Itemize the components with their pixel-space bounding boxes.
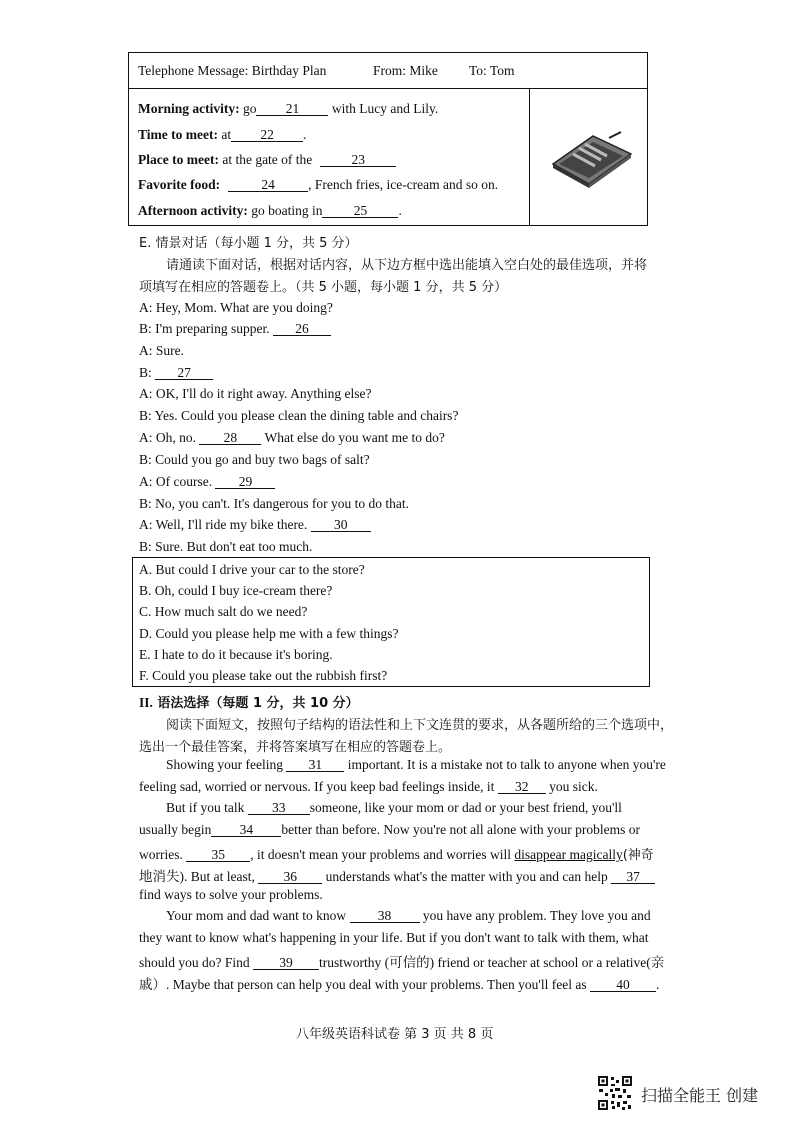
row-pre: go boating in — [247, 203, 323, 218]
telephone-message-table — [128, 52, 648, 226]
blank-35: 35 — [186, 848, 250, 862]
passage-text: trustworthy (可信的) friend or teacher at school or a relative(亲 — [319, 955, 665, 970]
dialog-line: B: No, you can't. It's dangerous for you to do that. — [139, 496, 409, 511]
passage-line-8 — [166, 908, 651, 924]
dialog-line — [139, 321, 331, 337]
blank-22: 22 — [231, 128, 303, 142]
option-e: E. I hate to do it because it's boring. — [139, 647, 333, 662]
passage-line-3 — [166, 800, 622, 816]
page-footer: 八年级英语科试卷 第 3 页 共 8 页 — [296, 1027, 494, 1042]
message-to: To: Tom — [469, 63, 515, 78]
section-2-instruction-1: 阅读下面短文，按照句子结构的语法性和上下文连贯的要求，从各题所给的三个选项中， — [166, 718, 674, 733]
passage-text: better than before. Now you're not all alone with your problems or — [281, 822, 640, 837]
option-b: B. Oh, could I buy ice-cream there? — [139, 583, 333, 598]
blank-28: 28 — [199, 431, 261, 445]
passage-text: you have any problem. They love you and — [419, 908, 651, 923]
dialog-line — [139, 430, 445, 446]
blank-36: 36 — [258, 870, 322, 884]
row-post: , French fries, ice-cream and so on. — [308, 177, 499, 192]
dialog-post: What else do you want me to do? — [261, 430, 445, 445]
row-label: Place to meet: — [138, 152, 219, 167]
blank-27: 27 — [155, 366, 213, 380]
dialog-text: B: I'm preparing supper. — [139, 321, 270, 336]
section-2-number: II. — [139, 695, 153, 710]
dialog-line — [139, 474, 275, 490]
row-post: . — [303, 127, 307, 142]
dialog-text: A: Well, I'll ride my bike there. — [139, 517, 308, 532]
passage-text: . — [655, 977, 660, 992]
message-header — [129, 53, 647, 89]
row-afternoon — [138, 203, 402, 219]
row-label: Morning activity: — [138, 101, 240, 116]
row-label: Time to meet: — [138, 127, 218, 142]
passage-text: feeling sad, worried or nervous. If you keep bad feelings inside, it — [139, 779, 498, 794]
row-pre: at — [217, 127, 232, 142]
dialog-line: A: Hey, Mom. What are you doing? — [139, 300, 333, 315]
dialog-text: B: — [139, 365, 152, 380]
dialog-line: A: OK, I'll do it right away. Anything else? — [139, 386, 372, 401]
passage-text: should you do? Find — [139, 955, 254, 970]
row-pre: at the gate of the — [218, 152, 313, 167]
blank-23: 23 — [320, 153, 396, 167]
passage-text: 戚）. Maybe that person can help you deal with your problems. Then you'll feel as — [139, 977, 590, 992]
blank-32: 32 — [498, 780, 546, 794]
row-pre: go — [239, 101, 257, 116]
dialog-text: A: Of course. — [139, 474, 213, 489]
section-e-instruction-2: 项填写在相应的答题卷上。（共 5 小题，每小题 1 分，共 5 分） — [139, 280, 508, 295]
passage-text: Your mom and dad want to know — [166, 908, 350, 923]
passage-line-6 — [139, 865, 655, 885]
blank-21: 21 — [256, 102, 328, 116]
passage-text: usually begin — [139, 822, 212, 837]
blank-30: 30 — [311, 518, 371, 532]
passage-text: important. It is a mistake not to talk to anyone when you're — [344, 757, 666, 772]
row-morning — [138, 101, 438, 117]
passage-line-4 — [139, 822, 640, 838]
passage-text: , it doesn't mean your problems and worries will — [250, 847, 515, 862]
row-label: Afternoon activity: — [138, 203, 248, 218]
blank-31: 31 — [286, 758, 344, 772]
passage-text: But if you talk — [166, 800, 248, 815]
message-title: Telephone Message: Birthday Plan — [138, 63, 327, 78]
dialog-text: A: Oh, no. — [139, 430, 196, 445]
section-2-instruction-2: 选出一个最佳答案，并将答案填写在相应的答题卷上。 — [139, 740, 452, 755]
dialog-line: B: Yes. Could you please clean the dining table and chairs? — [139, 408, 459, 423]
passage-line-7: find ways to solve your problems. — [139, 887, 323, 902]
food-picture — [549, 128, 635, 194]
blank-34: 34 — [211, 823, 281, 837]
message-divider — [529, 88, 530, 225]
passage-line-11 — [139, 973, 659, 993]
option-f: F. Could you please take out the rubbish first? — [139, 668, 388, 683]
options-box — [132, 557, 650, 687]
blank-29: 29 — [215, 475, 275, 489]
message-from: From: Mike — [373, 63, 438, 78]
blank-37: 37 — [611, 870, 655, 884]
underlined-phrase: disappear magically — [514, 847, 623, 862]
blank-24: 24 — [228, 178, 308, 192]
section-2-heading: 语法选择（每题 1 分，共 10 分） — [152, 696, 359, 711]
option-d: D. Could you please help me with a few things? — [139, 626, 399, 641]
dialog-line: B: Sure. But don't eat too much. — [139, 539, 313, 554]
row-label: Favorite food: — [138, 177, 221, 192]
section-e-instruction-1: 请通读下面对话，根据对话内容，从下边方框中选出能填入空白处的最佳选项，并将 — [166, 258, 648, 273]
passage-line-10 — [139, 951, 664, 971]
dialog-line: A: Sure. — [139, 343, 184, 358]
passage-text: Showing your feeling — [166, 757, 283, 772]
blank-38: 38 — [350, 909, 420, 923]
option-c: C. How much salt do we need? — [139, 604, 308, 619]
passage-text: someone, like your mom or dad or your best friend, you'll — [309, 800, 622, 815]
blank-33: 33 — [248, 801, 310, 815]
section-e-title: E. 情景对话（每小题 1 分，共 5 分） — [139, 236, 358, 251]
passage-line-9: they want to know what's happening in your life. But if you don't want to talk with them, what — [139, 930, 649, 945]
dialog-line — [139, 365, 213, 381]
passage-line-5 — [139, 844, 654, 863]
row-post: with Lucy and Lily. — [328, 101, 439, 116]
row-time — [138, 127, 306, 143]
blank-26: 26 — [273, 322, 331, 336]
passage-text: you sick. — [545, 779, 598, 794]
option-a: A. But could I drive your car to the store? — [139, 562, 365, 577]
dialog-line — [139, 517, 371, 533]
scanner-watermark: 扫描全能王 创建 — [641, 1086, 759, 1105]
row-place — [138, 152, 396, 168]
passage-line-1 — [166, 757, 666, 773]
row-food — [138, 177, 498, 193]
blank-25: 25 — [322, 204, 398, 218]
passage-text: understands what's the matter with you and can help — [322, 869, 612, 884]
qr-code-icon — [597, 1075, 633, 1111]
dialog-line: B: Could you go and buy two bags of salt? — [139, 452, 370, 467]
section-2-title — [139, 692, 359, 711]
passage-line-2 — [139, 779, 598, 795]
passage-text: 地消失). But at least, — [139, 869, 259, 884]
passage-text: worries. — [139, 847, 187, 862]
row-post: . — [398, 203, 402, 218]
blank-40: 40 — [590, 978, 656, 992]
passage-text: (神奇 — [622, 848, 654, 863]
blank-39: 39 — [253, 956, 319, 970]
